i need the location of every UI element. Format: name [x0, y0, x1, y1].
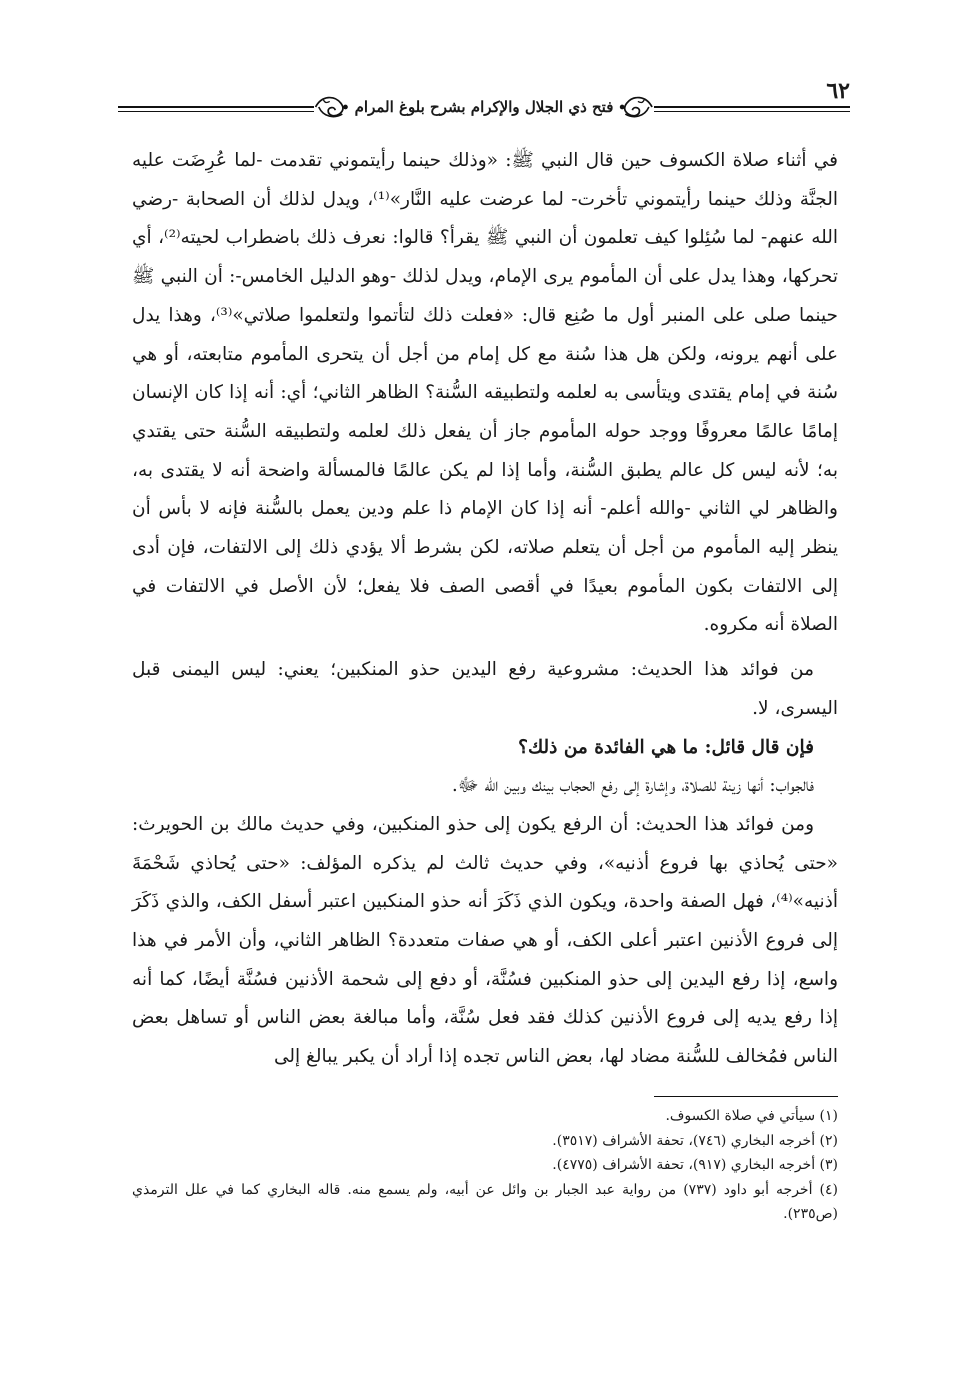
footnote: (٢) أخرجه البخاري (٧٤٦)، تحفة الأشراف (٣٥١٧). — [552, 1132, 838, 1149]
paragraph: من فوائد هذا الحديث: مشروعية رفع اليدين حذو المنكبين؛ يعني: ليس اليمنى قبل اليسرى، لا. — [132, 659, 838, 719]
footnote: (٤) أخرجه أبو داود (٧٣٧) من رواية عبد الجبار بن وائل عن أبيه، ولم يسمع منه. قاله البخاري كما في علل الترمذي (ص٢٣٥). — [132, 1181, 838, 1222]
page-number: ٦٢ — [818, 78, 850, 104]
ornament-left-icon — [619, 88, 654, 126]
header-title-box — [314, 88, 654, 126]
main-text — [132, 142, 838, 1077]
footnote-divider — [654, 1096, 838, 1097]
page-header — [118, 80, 850, 130]
answer-paragraph: فالجواب: أنها زينة للصلاة، وإشارة إلى رفع الحجاب بينك وبين الله ﷻ. — [451, 775, 814, 797]
footnote: (٣) أخرجه البخاري (٩١٧)، تحفة الأشراف (٤٧٧٥). — [552, 1157, 838, 1173]
book-title: فتح ذي الجلال والإكرام بشرح بلوغ المرام — [354, 98, 614, 116]
footnotes — [132, 1104, 838, 1227]
footnote: (١) سيأتي في صلاة الكسوف. — [665, 1108, 838, 1124]
paragraph: في أثناء صلاة الكسوف حين قال النبي ﷺ: «وذلك حينما رأيتموني تقدمت -لما عُرِضَت عليه الجنَّة وذلك حينما رأيتموني تأخرت- لما عرضت عليه النَّار»⁽¹⁾، ويدل لذلك أن الصحابة -رضي الله عنهم- لما سُئِلوا كيف تعلمون أن النبي ﷺ يقرأ؟ قالوا: نعرف ذلك باضطراب لحيته⁽²⁾، أي تحركها، وهذا يدل على أن المأموم يرى الإمام، ويدل لذلك -وهو الدليل الخامس-: أن النبي ﷺ حينما صلى على المنبر أول ما صُنِع قال: «فعلت ذلك لتأتموا ولتعلموا صلاتي»⁽³⁾، وهذا يدل على أنهم يرونه، ولكن هل هذا سُنة مع كل إمام من أجل أن يتحرى المأموم متابعته، أو هي سُنة في إمام يقتدى ويتأسى به لعلمه ولتطبيقه السُّنة؟ الظاهر الثاني؛ أي: أنه إذا كان الإنسان إمامًا عالمًا معروفًا ووجد حوله المأموم جاز أن يفعل ذلك لعلمه ولتطبيقه السُّنة حتى يقتدي به؛ لأنه ليس كل عالم يطبق السُّنة، وأما إذا لم يكن عالمًا فالمسألة واضحة أنه لا يقتدى به، والظاهر لي الثاني -والله أعلم- أنه إذا كان الإمام ذا علم ودين يعمل بالسُّنة فإنه لا بأس أن ينظر إليه المأموم من أجل أن يتعلم صلاته، لكن بشرط ألا يؤدي ذلك إلى الالتفات، فإن أدى إلى الالتفات بكون المأموم بعيدًا في أقصى الصف فلا يفعل؛ لأن الأصل في الالتفات في الصلاة أنه مكروه. — [132, 150, 839, 636]
ornament-right-icon — [314, 88, 349, 126]
paragraph: ومن فوائد هذا الحديث: أن الرفع يكون إلى حذو المنكبين، وفي حديث مالك بن الحويرث: «حتى يُحاذي بها فروع أذنيه»، وفي حديث ثالث لم يذكره المؤلف: «حتى يُحاذي شَحْمَةَ أذنيه»⁽⁴⁾، فهل الصفة واحدة، ويكون الذي ذَكَرَ أنه حذو المنكبين اعتبر أسفل الكف، والذي ذَكَرَ إلى فروع الأذنين اعتبر أعلى الكف، أو هي صفات متعددة؟ الظاهر الثاني، وأن الأمر في هذا واسع، إذا رفع اليدين إلى حذو المنكبين فسُنَّة، أو دفع إلى شحمة الأذنين فسُنَّة أيضًا، كما أنه إذا رفع يديه إلى فروع الأذنين كذلك فقد فعل سُنَّة، وأما مبالغة بعض الناس أو تساهل بعض الناس فمُخالف للسُّنة مضاد لها، بعض الناس تجده إذا أراد أن يكبر يبالغ إلى — [132, 813, 838, 1068]
question-paragraph: فإن قال قائل: ما هي الفائدة من ذلك؟ — [518, 736, 814, 758]
